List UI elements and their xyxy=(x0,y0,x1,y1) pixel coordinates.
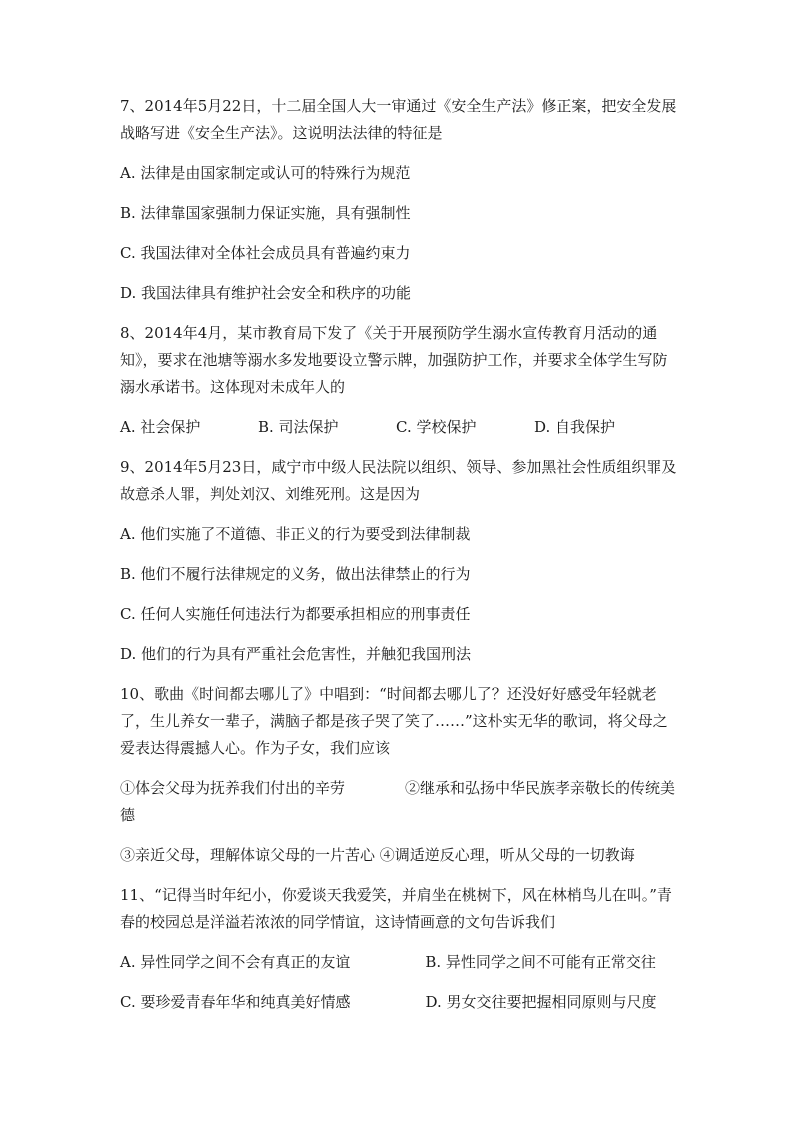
question-8-options xyxy=(120,414,680,441)
question-11-stem: 11、“记得当时年纪小，你爱谈天我爱笑，并肩坐在桃树下，风在林梢鸟儿在叫。”青春的校园总是洋溢若浓浓的同学情谊，这诗情画意的文句告诉我们 xyxy=(120,886,672,931)
question-8-option-c: C. 学校保护 xyxy=(396,418,477,436)
question-9-stem: 9、2014年5月23日，咸宁市中级人民法院以组织、领导、参加黑社会性质组织罪及故意杀人罪，判处刘汉、刘维死刑。这是因为 xyxy=(120,458,677,503)
question-7-stem: 7、2014年5月22日，十二届全国人大一审通过《安全生产法》修正案，把安全发展战略写进《安全生产法》。这说明法法律的特征是 xyxy=(120,97,677,142)
question-11-options-a-b: A. 异性同学之间不会有真正的友谊 B. 异性同学之间不可能有正常交往 xyxy=(120,953,656,971)
question-9-option-d: D. 他们的行为具有严重社会危害性，并触犯我国刑法 xyxy=(120,645,472,663)
question-7-option-a: A. 法律是由国家制定或认可的特殊行为规范 xyxy=(120,164,411,182)
question-9-option-b: B. 他们不履行法律规定的义务，做出法律禁止的行为 xyxy=(120,565,471,583)
question-7-option-c: C. 我国法律对全体社会成员具有普遍约束力 xyxy=(120,244,411,262)
exam-page xyxy=(120,93,680,1029)
question-8-option-a: A. 社会保护 xyxy=(120,418,201,436)
question-11-options-c-d: C. 要珍爱青春年华和纯真美好情感 D. 男女交往要把握相同原则与尺度 xyxy=(120,993,657,1011)
question-8-option-d: D. 自我保护 xyxy=(534,418,616,436)
question-9-option-c: C. 任何人实施任何违法行为都要承担相应的刑事责任 xyxy=(120,605,471,623)
question-8-stem: 8、2014年4月，某市教育局下发了《关于开展预防学生溺水宣传教育月活动的通知》，要求在池塘等溺水多发地要设立警示牌，加强防护工作，并要求全体学生写防溺水承诺书。这体现对未成年人的 xyxy=(120,324,668,396)
question-9-option-a: A. 他们实施了不道德、非正义的行为要受到法律制裁 xyxy=(120,525,471,543)
question-10-choices-3-4: ③亲近父母，理解体谅父母的一片苦心 ④调适逆反心理，听从父母的一切教诲 xyxy=(120,846,635,864)
question-8-option-b: B. 司法保护 xyxy=(258,418,339,436)
question-7-option-b: B. 法律靠国家强制力保证实施，具有强制性 xyxy=(120,204,411,222)
question-10-stem: 10、歌曲《时间都去哪儿了》中唱到：“时间都去哪儿了？还没好好感受年轻就老了，生儿养女一辈子，满脑子都是孩子哭了笑了……”这朴实无华的歌词，将父母之爱表达得震撼人心。作为子女，我们应该 xyxy=(120,685,668,757)
question-7-option-d: D. 我国法律具有维护社会安全和秩序的功能 xyxy=(120,284,412,302)
question-10-choices-1-2: ①体会父母为抚养我们付出的辛劳 ②继承和弘扬中华民族孝亲敬长的传统美德 xyxy=(120,779,676,824)
